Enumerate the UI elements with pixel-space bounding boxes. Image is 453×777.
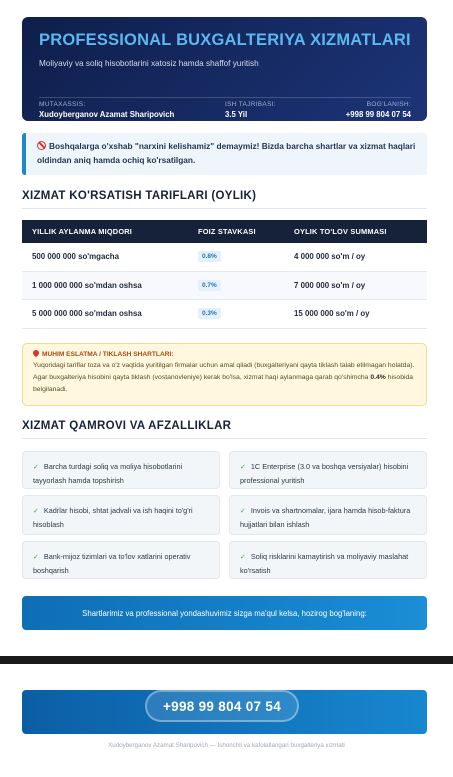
check-icon: ✓	[240, 508, 246, 515]
experience-value: 3.5 Yil	[225, 110, 248, 119]
specialist-info	[39, 101, 174, 119]
service-text: Soliq risklarini kamaytirish va moliyaviy maslahat ko'rsatish	[240, 552, 409, 575]
check-icon: ✓	[33, 554, 39, 561]
restore-rate: 0.4%	[370, 373, 386, 381]
specialist-label: MUTAXASSIS:	[39, 101, 86, 108]
experience-label: ISH TAJRIBASI:	[225, 101, 276, 108]
rate-badge: 0.3%	[198, 308, 221, 319]
service-card	[22, 451, 220, 489]
fee-cell: 7 000 000 so'm / oy	[294, 280, 366, 290]
column-header-fee: OYLIK TO'LOV SUMMASI	[294, 227, 387, 236]
rate-badge: 0.8%	[198, 251, 221, 262]
column-header-rate: FOIZ STAVKASI	[198, 227, 256, 236]
service-card	[22, 541, 220, 579]
tariffs-section-title: XIZMAT KO'RSATISH TARIFLARI (OYLIK)	[22, 190, 257, 202]
contact-banner	[22, 690, 427, 734]
section-divider	[22, 208, 427, 209]
service-text: Kadrlar hisobi, shtat jadvali va ish haqini to'g'ri hisoblash	[33, 506, 193, 529]
turnover-cell: 1 000 000 000 so'mdan oshsa	[32, 280, 142, 290]
service-text: Barcha turdagi soliq va moliya hisobotlarini tayyorlash hamda topshirish	[33, 462, 183, 485]
page-break-divider	[0, 656, 453, 664]
contact-info	[346, 101, 411, 119]
header-banner	[22, 17, 427, 121]
turnover-cell: 500 000 000 so'mgacha	[32, 252, 119, 262]
service-card	[229, 541, 427, 579]
contact-phone[interactable]: +998 99 804 07 54	[345, 110, 411, 119]
fee-cell: 4 000 000 so'm / oy	[294, 252, 366, 262]
contact-label: BOG'LANISH:	[366, 101, 411, 108]
page-title: PROFESSIONAL BUXGALTERIYA XIZMATLARI	[39, 31, 411, 49]
turnover-cell: 5 000 000 000 so'mdan oshsa	[32, 309, 142, 319]
table-row	[22, 272, 427, 301]
service-text: Invois va shartnomalar, ijara hamda hisob-faktura hujjatlari bilan ishlash	[240, 506, 411, 529]
cta-text: Shartlarimiz va professional yondashuvimiz sizga ma'qul kelsa, hozirog bog'laning:	[82, 608, 367, 618]
page-subtitle: Moliyaviy va soliq hisobotlarini xatosiz hamda shaffof yuritish	[39, 59, 259, 68]
check-icon: ✓	[33, 508, 39, 515]
check-icon: ✓	[33, 464, 39, 471]
header-divider	[39, 97, 411, 98]
experience-info	[225, 101, 276, 119]
tariffs-table	[22, 220, 427, 329]
no-bargain-notice	[22, 133, 427, 175]
note-title: MUHIM ESLATMA / TIKLASH SHARTLARI:	[42, 351, 174, 358]
table-header	[22, 220, 427, 243]
column-header-turnover: YILLIK AYLANMA MIQDORI	[32, 227, 133, 236]
call-to-action-banner	[22, 596, 427, 630]
scope-section-title: XIZMAT QAMROVI VA AFZALLIKLAR	[22, 420, 232, 432]
service-text: 1C Enterprise (3.0 va boshqa versiyalar) hisobini professional yuritish	[240, 462, 409, 485]
service-card	[229, 495, 427, 535]
call-phone-button[interactable]: +998 99 804 07 54	[145, 690, 299, 722]
no-entry-icon	[37, 141, 46, 150]
fee-cell: 15 000 000 so'm / oy	[294, 309, 370, 319]
check-icon: ✓	[240, 554, 246, 561]
note-text: Yuqoridagi tariflar toza va o'z vaqtida yuritilgan firmalar uchun amal qiladi (buxgalteriyani qayta tiklash talab etilmagan holatda). Agar buxgalteriya hisobini qayta tiklash (vostanovleniye) kerak bo'lsa, xizmat haqi aylanmaga qarab qo'shimcha 0.4% hisobida belgilanadi.	[33, 362, 415, 393]
table-row	[22, 243, 427, 272]
section-divider	[22, 438, 427, 439]
service-card	[229, 451, 427, 489]
service-text: Bank-mijoz tizimlari va to'lov xatlarini operativ boshqarish	[33, 552, 191, 575]
specialist-name: Xudoyberganov Azamat Sharipovich	[39, 110, 175, 119]
table-row	[22, 300, 427, 329]
notice-text: Boshqalarga o'xshab "narxini kelishamiz" demaymiz! Bizda barcha shartlar va xizmat haqlari oldindan aniq hamda ochiq ko'rsatilgan.	[37, 141, 416, 165]
pushpin-icon	[32, 349, 40, 357]
service-card	[22, 495, 220, 535]
important-note-box	[22, 343, 427, 406]
rate-badge: 0.7%	[198, 280, 221, 291]
footer-text: Xudoyberganov Azamat Sharipovich — Ishonchli va kafolatlangan buxgalteriya xizmati	[108, 742, 345, 749]
check-icon: ✓	[240, 464, 246, 471]
